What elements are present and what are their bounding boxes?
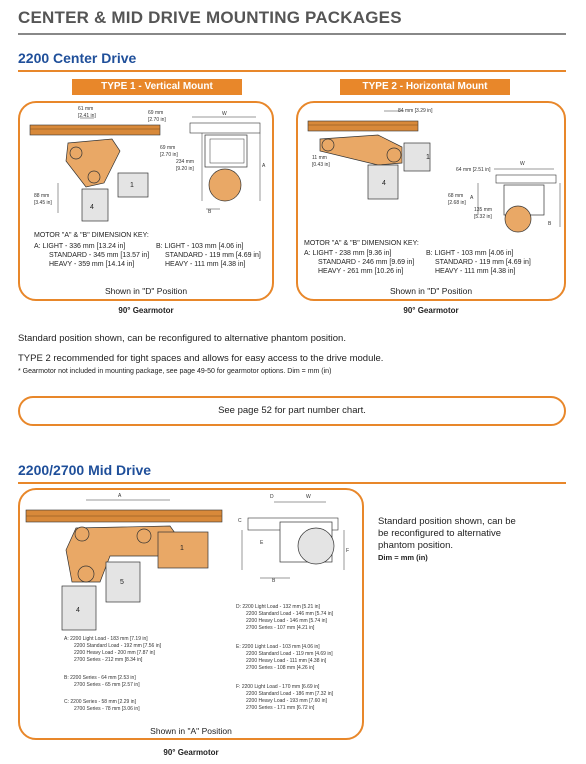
type2-drawing	[298, 103, 568, 233]
type2-key-b-2: STANDARD - 119 mm [4.69 in]	[435, 259, 531, 266]
type2-key-a-1: A: LIGHT - 238 mm [9.36 in]	[304, 250, 392, 257]
mid-key-d-1: D: 2200 Light Load - 132 mm [5.21 in]	[236, 604, 320, 610]
type2-dim-5: 135 mm [5.32 in]	[474, 207, 493, 220]
note-standard-position: Standard position shown, can be reconfigured to alternative phantom position.	[18, 333, 346, 344]
mid-key-a-2: 2200 Standard Load - 192 mm [7.56 in]	[74, 643, 162, 649]
type1-caption: 90° Gearmotor	[118, 306, 174, 315]
mid-key-e-1: E: 2200 Light Load - 103 mm [4.06 in]	[236, 644, 320, 650]
mid-label-5: 5	[120, 579, 124, 586]
mid-drive-drawing	[20, 490, 366, 610]
note-type2: TYPE 2 recommended for tight spaces and allows for easy access to the drive module.	[18, 353, 384, 364]
type1-shown-in: Shown in "D" Position	[104, 286, 188, 296]
mid-key-b-2: 2700 Series - 65 mm [2.57 in]	[74, 682, 140, 688]
type2-dim-2: 11 mm [0.43 in]	[312, 155, 330, 168]
mid-key-d-4: 2700 Series - 107 mm [4.21 in]	[246, 625, 315, 631]
mid-key-f-3: 2200 Heavy Load - 193 mm [7.60 in]	[246, 698, 327, 704]
mid-drive-rule	[18, 482, 566, 484]
page-title: CENTER & MID DRIVE MOUNTING PACKAGES	[18, 8, 402, 27]
mid-key-d-3: 2200 Heavy Load - 146 mm [5.74 in]	[246, 618, 327, 624]
title-rule	[18, 33, 566, 35]
mid-key-e-2: 2200 Standard Load - 119 mm [4.69 in]	[246, 651, 333, 657]
type2-dim-1: 84 mm [3.29 in]	[398, 108, 433, 114]
type2-dim-w: W	[520, 161, 525, 167]
mid-dim-a: A	[118, 493, 122, 499]
type1-key-a-2: STANDARD - 345 mm [13.57 in]	[49, 252, 150, 259]
mid-key-e-3: 2200 Heavy Load - 111 mm [4.38 in]	[246, 658, 327, 664]
type1-tab: TYPE 1 - Vertical Mount	[72, 79, 242, 95]
type2-key-title: MOTOR "A" & "B" DIMENSION KEY:	[304, 240, 419, 247]
mid-label-1: 1	[180, 545, 184, 552]
mid-side-text-line-1: Standard position shown, can be	[378, 516, 516, 527]
mid-drive-panel	[18, 488, 364, 740]
type1-key-a-1: A: LIGHT - 336 mm [13.24 in]	[34, 243, 126, 250]
type1-key-b-3: HEAVY - 111 mm [4.38 in]	[165, 261, 246, 268]
type2-key-a-3: HEAVY - 261 mm [10.26 in]	[318, 268, 404, 275]
center-drive-rule	[18, 70, 566, 72]
mid-key-a-4: 2700 Series - 212 mm [8.34 in]	[74, 657, 143, 663]
type2-dim-3: 64 mm [2.51 in]	[456, 167, 491, 173]
mid-dim-b: B	[272, 578, 276, 584]
type1-dim-b: B	[208, 209, 212, 215]
type1-dim-a: A	[262, 163, 266, 169]
type2-key-b-1: B: LIGHT - 103 mm [4.06 in]	[426, 250, 514, 257]
type2-key-a-2: STANDARD - 246 mm [9.69 in]	[318, 259, 415, 266]
type2-dim-4: 68 mm [2.68 in]	[448, 193, 466, 206]
type1-label-1: 1	[130, 182, 134, 189]
mid-caption: 90° Gearmotor	[163, 748, 219, 757]
type1-dim-w: W	[222, 111, 227, 117]
type1-key-a-3: HEAVY - 359 mm [14.14 in]	[49, 261, 135, 268]
mid-side-text-line-3: phantom position.	[378, 540, 453, 551]
type2-dim-a: A	[470, 195, 474, 201]
part-number-reference: See page 52 for part number chart.	[18, 396, 566, 426]
mid-dim-e: E	[260, 540, 264, 546]
mid-key-a-1: A: 2200 Light Load - 183 mm [7.19 in]	[64, 636, 148, 642]
mid-side-text-line-2: be reconfigured to alternative	[378, 528, 502, 539]
type2-key-b-3: HEAVY - 111 mm [4.38 in]	[435, 268, 516, 275]
type2-dim-b: B	[548, 221, 552, 227]
mid-label-4: 4	[76, 607, 80, 614]
type2-label-4: 4	[382, 180, 386, 187]
type1-dim-5: 88 mm [3.45 in]	[34, 193, 52, 206]
type1-panel	[18, 101, 274, 301]
mid-side-text	[378, 516, 516, 564]
mid-key-a-3: 2200 Heavy Load - 200 mm [7.87 in]	[74, 650, 155, 656]
type1-key-b-1: B: LIGHT - 103 mm [4.06 in]	[156, 243, 244, 250]
mid-drive-title: 2200/2700 Mid Drive	[18, 462, 152, 478]
mid-key-c-2: 2700 Series - 78 mm [3.06 in]	[74, 706, 140, 712]
type2-shown-in: Shown in "D" Position	[389, 286, 473, 296]
mid-dim-f: F	[346, 548, 350, 554]
mid-key-f-1: F: 2200 Light Load - 170 mm [6.69 in]	[236, 684, 320, 690]
mid-dim-w: W	[306, 494, 311, 500]
type1-dim-4: 234 mm [9.20 in]	[176, 159, 195, 172]
mid-key-b-1: B: 2200 Series - 64 mm [2.53 in]	[64, 675, 136, 681]
mid-key-e-4: 2700 Series - 108 mm [4.26 in]	[246, 665, 315, 671]
type2-tab: TYPE 2 - Horizontal Mount	[340, 79, 510, 95]
type2-caption: 90° Gearmotor	[403, 306, 459, 315]
mid-key-f-2: 2200 Standard Load - 186 mm [7.32 in]	[246, 691, 334, 697]
type1-key-title: MOTOR "A" & "B" DIMENSION KEY:	[34, 232, 149, 239]
type1-dim-2: 69 mm [2.70 in]	[148, 110, 166, 123]
mid-key-f-4: 2700 Series - 171 mm [6.72 in]	[246, 705, 315, 711]
type1-dim-1: 61 mm [2.41 in]	[78, 106, 96, 119]
note-gearmotor: * Gearmotor not included in mounting package, see page 49-50 for gearmotor options. Dim = mm (in)	[18, 368, 332, 375]
mid-key-c-1: C: 2200 Series - 58 mm [2.29 in]	[64, 699, 136, 705]
type1-label-4: 4	[90, 204, 94, 211]
type1-dim-3: 69 mm [2.70 in]	[160, 145, 178, 158]
mid-dim-d: D	[270, 494, 274, 500]
mid-shown-in: Shown in "A" Position	[150, 726, 232, 736]
mid-side-dim: Dim = mm (in)	[378, 553, 428, 562]
mid-key-d-2: 2200 Standard Load - 146 mm [5.74 in]	[246, 611, 334, 617]
type2-label-1: 1	[426, 154, 430, 161]
center-drive-title: 2200 Center Drive	[18, 50, 137, 66]
type2-panel	[296, 101, 566, 301]
type1-key-b-2: STANDARD - 119 mm [4.69 in]	[165, 252, 261, 259]
mid-dim-c: C	[238, 518, 242, 524]
